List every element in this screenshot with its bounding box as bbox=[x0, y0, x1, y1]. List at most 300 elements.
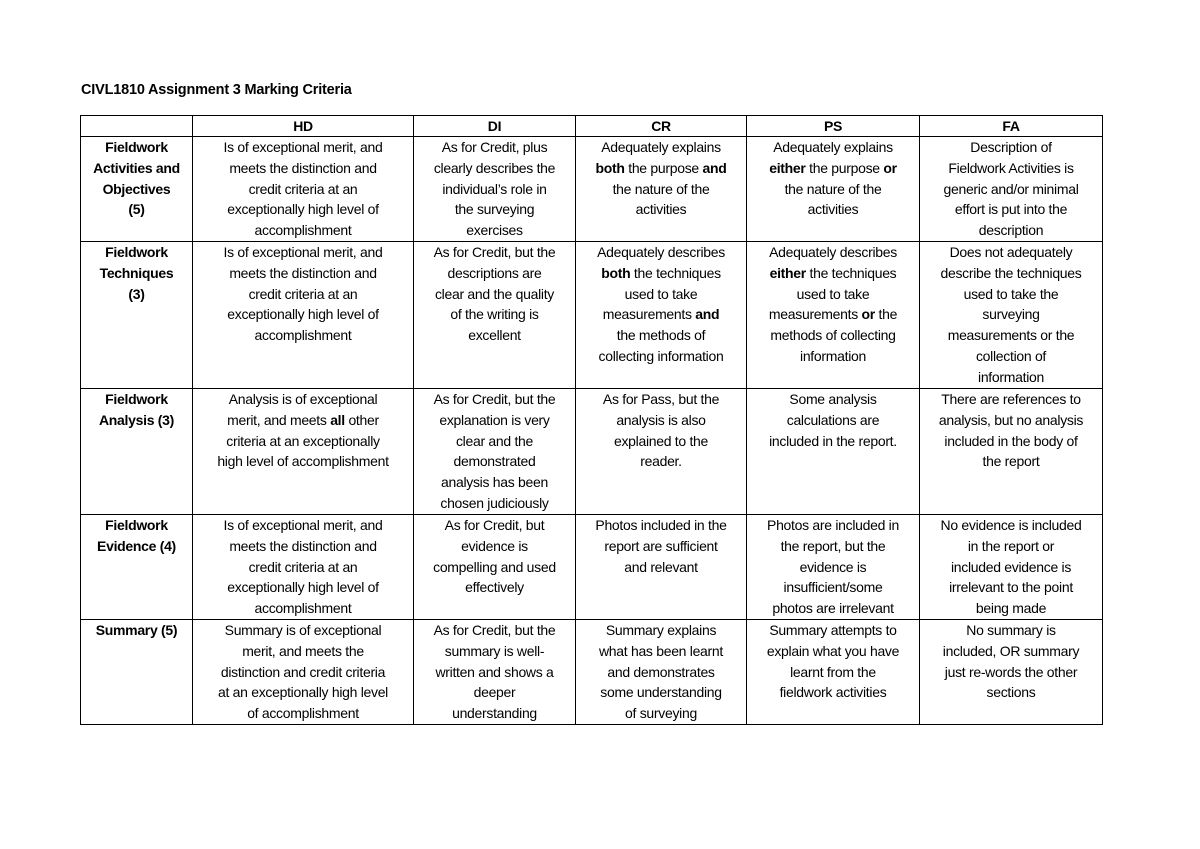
cell-line bbox=[922, 431, 1100, 452]
cell-line bbox=[922, 179, 1100, 200]
grade-cell-di bbox=[414, 620, 576, 725]
cell-line bbox=[922, 263, 1100, 284]
cell-text: As for Credit, but the bbox=[433, 244, 556, 260]
criterion-line: Fieldwork bbox=[105, 244, 168, 260]
cell-text: being made bbox=[975, 600, 1047, 617]
emphasis-text: both bbox=[601, 264, 631, 281]
cell-text: report are sufficient bbox=[604, 537, 718, 554]
cell-line bbox=[416, 220, 573, 241]
cell-line bbox=[578, 682, 744, 703]
cell-text: reader. bbox=[640, 453, 682, 470]
cell-text: accomplishment bbox=[254, 327, 352, 344]
cell-text: demonstrated bbox=[453, 453, 536, 470]
cell-text: criteria at an exceptionally bbox=[226, 432, 380, 449]
cell-text: activities bbox=[807, 201, 859, 218]
cell-line bbox=[922, 389, 1100, 410]
header-hd: HD bbox=[193, 116, 414, 137]
cell-text: the report bbox=[982, 453, 1040, 470]
cell-text: collection of bbox=[975, 347, 1047, 364]
cell-line bbox=[749, 346, 917, 367]
cell-text: measurements bbox=[602, 306, 696, 323]
cell-text: evidence is bbox=[461, 537, 528, 554]
cell-text: merit, and meets the bbox=[242, 642, 364, 659]
cell-line bbox=[749, 158, 917, 179]
cell-line bbox=[416, 410, 573, 431]
grade-cell-di bbox=[414, 137, 576, 242]
cell-line bbox=[922, 682, 1100, 703]
emphasis-text: or bbox=[861, 306, 875, 323]
cell-line bbox=[195, 598, 411, 619]
cell-text: the purpose bbox=[624, 159, 703, 176]
cell-text: Summary is of exceptional bbox=[224, 622, 382, 638]
cell-text: of accomplishment bbox=[247, 705, 359, 722]
cell-line bbox=[416, 620, 573, 641]
cell-line bbox=[416, 284, 573, 305]
criterion-line: Fieldwork bbox=[105, 517, 168, 533]
cell-line bbox=[749, 577, 917, 598]
cell-text: calculations are bbox=[786, 411, 880, 428]
grade-cell-hd bbox=[193, 620, 414, 725]
cell-text: included, OR summary bbox=[942, 642, 1080, 659]
cell-line bbox=[922, 451, 1100, 472]
cell-line bbox=[578, 346, 744, 367]
cell-text: the techniques bbox=[630, 264, 721, 281]
cell-line bbox=[922, 662, 1100, 683]
cell-text: There are references to bbox=[941, 391, 1081, 407]
cell-line bbox=[749, 325, 917, 346]
criterion-cell bbox=[81, 389, 193, 515]
emphasis-text: both bbox=[595, 159, 625, 176]
cell-text: No evidence is included bbox=[940, 517, 1082, 533]
cell-line bbox=[749, 389, 917, 410]
emphasis-text: and bbox=[695, 306, 720, 323]
cell-text: the nature of the bbox=[612, 180, 710, 197]
cell-text: the bbox=[874, 306, 898, 323]
cell-text: clearly describes the bbox=[433, 159, 556, 176]
cell-text: in the report or bbox=[967, 537, 1055, 554]
grade-cell-cr bbox=[576, 137, 747, 242]
cell-text: measurements bbox=[768, 306, 862, 323]
cell-text: analysis is also bbox=[616, 411, 706, 428]
cell-text: clear and the bbox=[455, 432, 534, 449]
criterion-cell bbox=[81, 242, 193, 389]
cell-text: No summary is bbox=[966, 622, 1056, 638]
cell-text: merit, and meets bbox=[227, 411, 331, 428]
cell-line bbox=[578, 451, 744, 472]
grade-cell-di bbox=[414, 242, 576, 389]
header-di: DI bbox=[414, 116, 576, 137]
table-row bbox=[81, 137, 1103, 242]
cell-text: chosen judiciously bbox=[440, 494, 549, 511]
cell-line bbox=[195, 304, 411, 325]
cell-line bbox=[416, 641, 573, 662]
cell-text: Is of exceptional merit, and bbox=[223, 244, 383, 260]
cell-line bbox=[195, 284, 411, 305]
cell-text: generic and/or minimal bbox=[943, 180, 1079, 197]
cell-text: surveying bbox=[982, 306, 1040, 323]
cell-line bbox=[416, 472, 573, 493]
cell-line bbox=[195, 410, 411, 431]
cell-line bbox=[195, 662, 411, 683]
cell-line bbox=[578, 179, 744, 200]
cell-text: Summary attempts to bbox=[769, 622, 897, 638]
cell-line bbox=[195, 620, 411, 641]
cell-line bbox=[578, 304, 744, 325]
cell-line bbox=[416, 515, 573, 536]
cell-line bbox=[195, 137, 411, 158]
cell-line bbox=[922, 557, 1100, 578]
cell-text: information bbox=[800, 347, 866, 364]
cell-text: the nature of the bbox=[784, 180, 882, 197]
cell-line bbox=[195, 220, 411, 241]
cell-text: the purpose bbox=[805, 159, 884, 176]
cell-line bbox=[749, 515, 917, 536]
cell-line bbox=[578, 263, 744, 284]
cell-text: other bbox=[344, 411, 379, 428]
cell-line bbox=[578, 703, 744, 724]
cell-text: some understanding bbox=[600, 684, 722, 701]
cell-line bbox=[578, 515, 744, 536]
cell-text: and demonstrates bbox=[607, 663, 715, 680]
cell-text: what has been learnt bbox=[599, 642, 723, 659]
cell-line bbox=[416, 557, 573, 578]
cell-line bbox=[922, 284, 1100, 305]
cell-line bbox=[416, 242, 573, 263]
cell-line bbox=[749, 179, 917, 200]
cell-line bbox=[195, 389, 411, 410]
cell-text: explanation is very bbox=[439, 411, 550, 428]
header-row bbox=[81, 116, 1103, 137]
cell-line bbox=[922, 158, 1100, 179]
cell-text: photos are irrelevant bbox=[772, 600, 894, 617]
cell-text: description bbox=[978, 222, 1044, 239]
cell-text: credit criteria at an bbox=[248, 180, 358, 197]
cell-line bbox=[416, 179, 573, 200]
cell-text: included in the body of bbox=[944, 432, 1078, 449]
cell-text: Adequately explains bbox=[601, 139, 721, 155]
cell-text: As for Credit, but bbox=[444, 517, 545, 533]
cell-text: understanding bbox=[452, 705, 537, 722]
cell-line bbox=[416, 662, 573, 683]
cell-text: explain what you have bbox=[766, 642, 900, 659]
cell-line bbox=[749, 536, 917, 557]
cell-line bbox=[195, 557, 411, 578]
cell-text: exceptionally high level of bbox=[227, 201, 379, 218]
criterion-line: Techniques bbox=[99, 264, 174, 281]
cell-text: As for Credit, but the bbox=[433, 622, 556, 638]
emphasis-text: or bbox=[883, 159, 897, 176]
cell-text: effectively bbox=[465, 579, 524, 596]
grade-cell-fa bbox=[920, 389, 1103, 515]
cell-text: sections bbox=[986, 684, 1036, 701]
cell-text: collecting information bbox=[598, 347, 724, 364]
cell-text: meets the distinction and bbox=[229, 264, 377, 281]
cell-text: Fieldwork Activities is bbox=[948, 159, 1074, 176]
cell-text: describe the techniques bbox=[940, 264, 1082, 281]
cell-text: just re-words the other bbox=[944, 663, 1078, 680]
criterion-cell bbox=[81, 620, 193, 725]
cell-text: Does not adequately bbox=[949, 244, 1073, 260]
cell-line bbox=[922, 410, 1100, 431]
marking-criteria-table bbox=[80, 115, 1103, 725]
cell-line bbox=[578, 536, 744, 557]
cell-line bbox=[922, 598, 1100, 619]
criterion-line: Activities and bbox=[93, 159, 180, 176]
cell-text: exceptionally high level of bbox=[227, 306, 379, 323]
cell-line bbox=[578, 242, 744, 263]
criterion-line: Fieldwork bbox=[105, 139, 168, 155]
cell-text: Is of exceptional merit, and bbox=[223, 517, 383, 533]
cell-text: the methods of bbox=[616, 327, 706, 344]
cell-line bbox=[195, 431, 411, 452]
cell-line bbox=[578, 431, 744, 452]
cell-line bbox=[578, 557, 744, 578]
cell-text: used to take the bbox=[963, 285, 1059, 302]
cell-line bbox=[749, 682, 917, 703]
cell-line bbox=[195, 451, 411, 472]
cell-line bbox=[922, 346, 1100, 367]
cell-line bbox=[578, 620, 744, 641]
cell-text: used to take bbox=[796, 285, 870, 302]
cell-line bbox=[195, 325, 411, 346]
cell-text: methods of collecting bbox=[770, 327, 896, 344]
cell-line bbox=[922, 242, 1100, 263]
cell-line bbox=[578, 389, 744, 410]
cell-line bbox=[749, 410, 917, 431]
cell-line bbox=[416, 389, 573, 410]
cell-line bbox=[578, 158, 744, 179]
criterion-line: Analysis (3) bbox=[99, 411, 174, 428]
cell-line bbox=[922, 367, 1100, 388]
cell-line bbox=[749, 263, 917, 284]
cell-line bbox=[922, 515, 1100, 536]
cell-text: learnt from the bbox=[790, 663, 876, 680]
cell-text: compelling and used bbox=[433, 558, 556, 575]
criterion-cell bbox=[81, 515, 193, 620]
cell-text: of the writing is bbox=[450, 306, 539, 323]
cell-text: meets the distinction and bbox=[229, 537, 377, 554]
emphasis-text: either bbox=[769, 159, 806, 176]
cell-line bbox=[578, 662, 744, 683]
grade-cell-hd bbox=[193, 389, 414, 515]
cell-line bbox=[416, 158, 573, 179]
cell-text: deeper bbox=[473, 684, 516, 701]
emphasis-text: and bbox=[702, 159, 727, 176]
cell-line bbox=[195, 577, 411, 598]
header-ps: PS bbox=[747, 116, 920, 137]
cell-text: Description of bbox=[970, 139, 1052, 155]
cell-line bbox=[749, 620, 917, 641]
grade-cell-ps bbox=[747, 389, 920, 515]
cell-text: As for Credit, plus bbox=[441, 139, 548, 155]
cell-text: meets the distinction and bbox=[229, 159, 377, 176]
cell-text: excellent bbox=[468, 327, 521, 344]
cell-text: As for Credit, but the bbox=[433, 391, 556, 407]
cell-text: summary is well- bbox=[444, 642, 545, 659]
cell-text: measurements or the bbox=[947, 327, 1075, 344]
cell-text: high level of accomplishment bbox=[217, 453, 389, 470]
criterion-line: (3) bbox=[128, 285, 145, 302]
grade-cell-fa bbox=[920, 620, 1103, 725]
grade-cell-hd bbox=[193, 242, 414, 389]
cell-text: the surveying bbox=[454, 201, 535, 218]
cell-line bbox=[195, 515, 411, 536]
cell-text: clear and the quality bbox=[434, 285, 554, 302]
cell-text: at an exceptionally high level bbox=[217, 684, 388, 701]
cell-line bbox=[195, 199, 411, 220]
cell-line bbox=[416, 199, 573, 220]
cell-line bbox=[749, 557, 917, 578]
criterion-line: Summary (5) bbox=[95, 622, 178, 638]
cell-text: distinction and credit criteria bbox=[220, 663, 386, 680]
cell-text: Photos included in the bbox=[595, 517, 727, 533]
cell-line bbox=[195, 263, 411, 284]
grade-cell-cr bbox=[576, 620, 747, 725]
cell-line bbox=[578, 199, 744, 220]
grade-cell-hd bbox=[193, 515, 414, 620]
cell-text: exercises bbox=[466, 222, 523, 239]
table-row bbox=[81, 389, 1103, 515]
cell-line bbox=[749, 662, 917, 683]
cell-line bbox=[922, 620, 1100, 641]
cell-text: analysis has been bbox=[441, 474, 548, 491]
cell-text: credit criteria at an bbox=[248, 558, 358, 575]
cell-text: of surveying bbox=[625, 705, 697, 722]
cell-text: credit criteria at an bbox=[248, 285, 358, 302]
grade-cell-fa bbox=[920, 515, 1103, 620]
cell-text: individual’s role in bbox=[442, 180, 547, 197]
cell-line bbox=[749, 242, 917, 263]
cell-text: included evidence is bbox=[950, 558, 1072, 575]
cell-text: activities bbox=[635, 201, 687, 218]
cell-line bbox=[416, 263, 573, 284]
grade-cell-ps bbox=[747, 242, 920, 389]
cell-text: effort is put into the bbox=[954, 201, 1068, 218]
table-row bbox=[81, 515, 1103, 620]
cell-text: and relevant bbox=[624, 558, 698, 575]
header-criterion bbox=[81, 116, 193, 137]
cell-text: explained to the bbox=[613, 432, 709, 449]
cell-line bbox=[749, 641, 917, 662]
cell-text: evidence is bbox=[799, 558, 867, 575]
cell-line bbox=[416, 451, 573, 472]
cell-line bbox=[922, 199, 1100, 220]
criterion-cell bbox=[81, 137, 193, 242]
cell-line bbox=[749, 304, 917, 325]
cell-line bbox=[749, 284, 917, 305]
cell-line bbox=[922, 577, 1100, 598]
cell-text: Adequately describes bbox=[597, 244, 725, 260]
cell-line bbox=[416, 682, 573, 703]
cell-line bbox=[195, 179, 411, 200]
cell-line bbox=[749, 598, 917, 619]
grade-cell-cr bbox=[576, 389, 747, 515]
cell-line bbox=[922, 325, 1100, 346]
criterion-line: (5) bbox=[128, 201, 145, 218]
grade-cell-ps bbox=[747, 137, 920, 242]
table-row bbox=[81, 620, 1103, 725]
cell-text: Is of exceptional merit, and bbox=[223, 139, 383, 155]
cell-text: Adequately describes bbox=[769, 244, 897, 260]
cell-text: exceptionally high level of bbox=[227, 579, 379, 596]
grade-cell-di bbox=[414, 515, 576, 620]
header-fa: FA bbox=[920, 116, 1103, 137]
cell-line bbox=[922, 137, 1100, 158]
cell-text: included in the report. bbox=[769, 432, 897, 449]
cell-text: used to take bbox=[624, 285, 698, 302]
cell-line bbox=[578, 284, 744, 305]
cell-text: Summary explains bbox=[605, 622, 717, 638]
grade-cell-ps bbox=[747, 515, 920, 620]
cell-line bbox=[416, 431, 573, 452]
cell-line bbox=[578, 410, 744, 431]
cell-text: the techniques bbox=[805, 264, 897, 281]
cell-text: analysis, but no analysis bbox=[938, 411, 1084, 428]
cell-text: irrelevant to the point bbox=[949, 579, 1073, 596]
grade-cell-fa bbox=[920, 242, 1103, 389]
grade-cell-ps bbox=[747, 620, 920, 725]
criterion-line: Fieldwork bbox=[105, 391, 168, 407]
cell-text: accomplishment bbox=[254, 600, 352, 617]
cell-text: descriptions are bbox=[447, 264, 542, 281]
cell-line bbox=[416, 325, 573, 346]
grade-cell-hd bbox=[193, 137, 414, 242]
cell-line bbox=[416, 493, 573, 514]
cell-line bbox=[922, 641, 1100, 662]
cell-text: Analysis is of exceptional bbox=[228, 391, 378, 407]
grade-cell-di bbox=[414, 389, 576, 515]
grade-cell-fa bbox=[920, 137, 1103, 242]
cell-line bbox=[416, 703, 573, 724]
cell-line bbox=[195, 242, 411, 263]
cell-line bbox=[922, 304, 1100, 325]
cell-line bbox=[749, 137, 917, 158]
cell-line bbox=[922, 220, 1100, 241]
cell-line bbox=[578, 325, 744, 346]
cell-text: fieldwork activities bbox=[779, 684, 887, 701]
cell-line bbox=[195, 641, 411, 662]
grade-cell-cr bbox=[576, 515, 747, 620]
cell-text: Photos are included in bbox=[767, 517, 899, 533]
cell-text: information bbox=[978, 368, 1044, 385]
cell-line bbox=[416, 577, 573, 598]
cell-line bbox=[922, 536, 1100, 557]
cell-line bbox=[416, 137, 573, 158]
cell-line bbox=[416, 536, 573, 557]
cell-line bbox=[416, 304, 573, 325]
cell-line bbox=[195, 536, 411, 557]
criterion-line: Objectives bbox=[102, 180, 171, 197]
criterion-line: Evidence (4) bbox=[97, 537, 176, 554]
table-row bbox=[81, 242, 1103, 389]
cell-line bbox=[195, 682, 411, 703]
document-title: CIVL1810 Assignment 3 Marking Criteria bbox=[81, 82, 352, 98]
emphasis-text: all bbox=[330, 411, 345, 428]
cell-line bbox=[749, 199, 917, 220]
cell-line bbox=[578, 641, 744, 662]
cell-line bbox=[749, 431, 917, 452]
header-cr: CR bbox=[576, 116, 747, 137]
cell-line bbox=[195, 703, 411, 724]
grade-cell-cr bbox=[576, 242, 747, 389]
cell-text: As for Pass, but the bbox=[602, 391, 720, 407]
cell-text: the report, but the bbox=[780, 537, 886, 554]
cell-line bbox=[195, 158, 411, 179]
cell-text: Some analysis bbox=[789, 391, 877, 407]
cell-text: accomplishment bbox=[254, 222, 352, 239]
cell-text: insufficient/some bbox=[783, 579, 883, 596]
cell-text: Adequately explains bbox=[773, 139, 893, 155]
